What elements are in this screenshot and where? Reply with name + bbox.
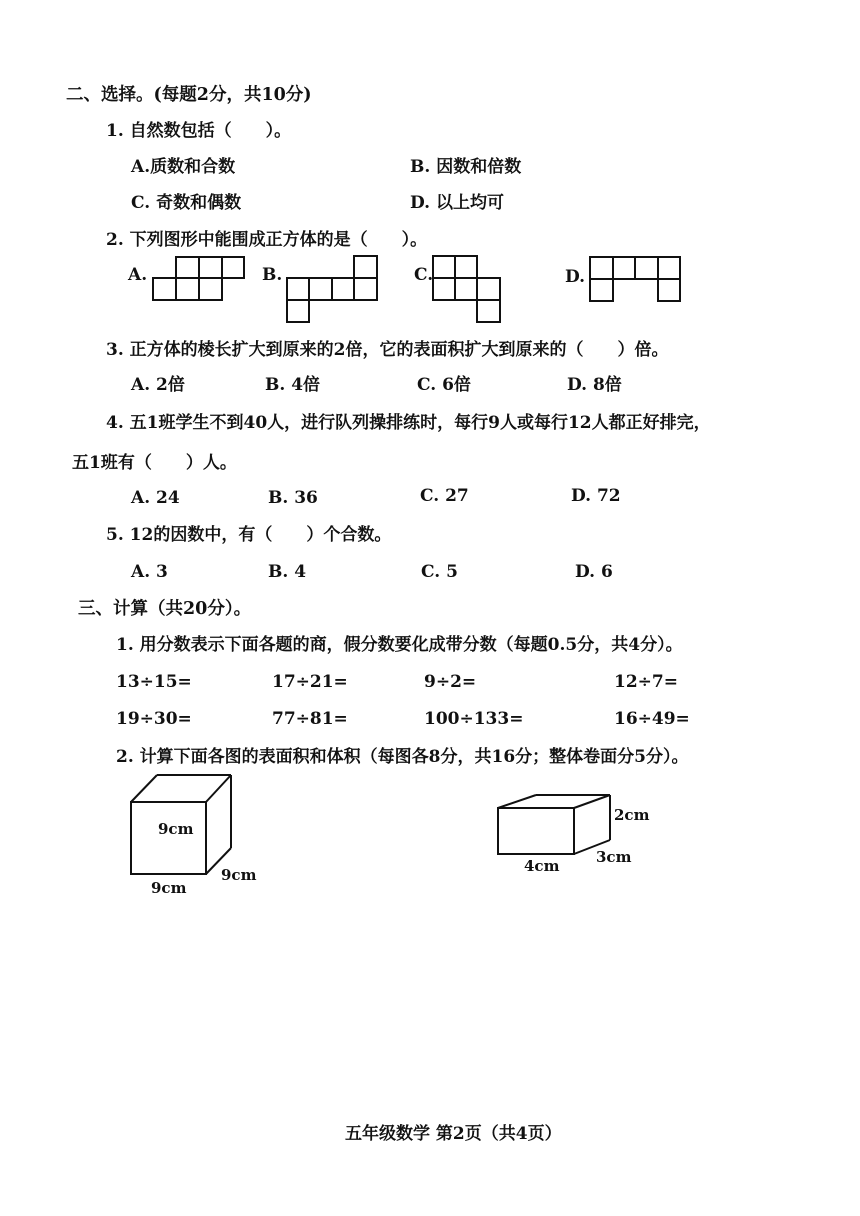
question-5-option-a: A. 3 [131,562,168,582]
division-item: 100÷133= [424,709,524,729]
question-1-option-c: C. 奇数和偶数 [131,193,242,213]
question-4-option-a: A. 24 [131,488,180,508]
section-3-title: 三、计算（共20分）。 [78,599,252,619]
division-item: 16÷49= [614,709,690,729]
question-3-stem: 3. 正方体的棱长扩大到原来的2倍，它的表面积扩大到原来的（ ）倍。 [106,340,669,360]
question-4-option-d: D. 72 [571,486,621,506]
calc-part2-instruction: 2. 计算下面各图的表面积和体积（每图各8分，共16分；整体卷面分5分）。 [116,747,689,767]
question-1-option-d: D. 以上均可 [410,193,504,213]
cuboid-height-label: 2cm [614,806,650,824]
calc-part1-instruction: 1. 用分数表示下面各题的商，假分数要化成带分数（每题0.5分，共4分）。 [116,635,683,655]
question-1-option-b: B. 因数和倍数 [410,157,522,177]
question-3-option-c: C. 6倍 [417,375,471,395]
division-item: 19÷30= [116,709,192,729]
cube-front-edge-label: 9cm [158,820,194,838]
question-3-option-b: B. 4倍 [265,375,321,395]
question-4-stem-line1: 4. 五1班学生不到40人，进行队列操排练时，每行9人或每行12人都正好排完， [106,413,711,433]
question-5-option-c: C. 5 [421,562,458,582]
page-footer: 五年级数学 第2页（共4页） [345,1124,562,1144]
cube-side-edge-label: 9cm [221,866,257,884]
question-3-option-a: A. 2倍 [131,375,185,395]
division-item: 17÷21= [272,672,348,692]
net-d-label: D. [565,267,586,287]
net-b-label: B. [262,265,283,285]
question-4-option-c: C. 27 [420,486,469,506]
cuboid-depth-label: 3cm [596,848,632,866]
cuboid-length-label: 4cm [524,857,560,875]
question-2-stem: 2. 下列图形中能围成正方体的是（ ）。 [106,230,428,250]
question-5-option-b: B. 4 [268,562,307,582]
question-4-stem-line2: 五1班有（ ）人。 [72,453,237,473]
question-5-option-d: D. 6 [575,562,613,582]
division-item: 9÷2= [424,672,477,692]
division-item: 13÷15= [116,672,192,692]
question-1-option-a: A.质数和合数 [131,157,236,177]
question-5-stem: 5. 12的因数中，有（ ）个合数。 [106,525,392,545]
division-item: 77÷81= [272,709,348,729]
division-item: 12÷7= [614,672,678,692]
question-1-stem: 1. 自然数包括（ ）。 [106,121,292,141]
cube-bottom-edge-label: 9cm [151,879,187,897]
net-c-label: C. [414,265,434,285]
question-4-option-b: B. 36 [268,488,318,508]
net-a-label: A. [128,265,148,285]
section-2-title: 二、选择。(每题2分，共10分) [66,85,312,105]
question-3-option-d: D. 8倍 [567,375,622,395]
